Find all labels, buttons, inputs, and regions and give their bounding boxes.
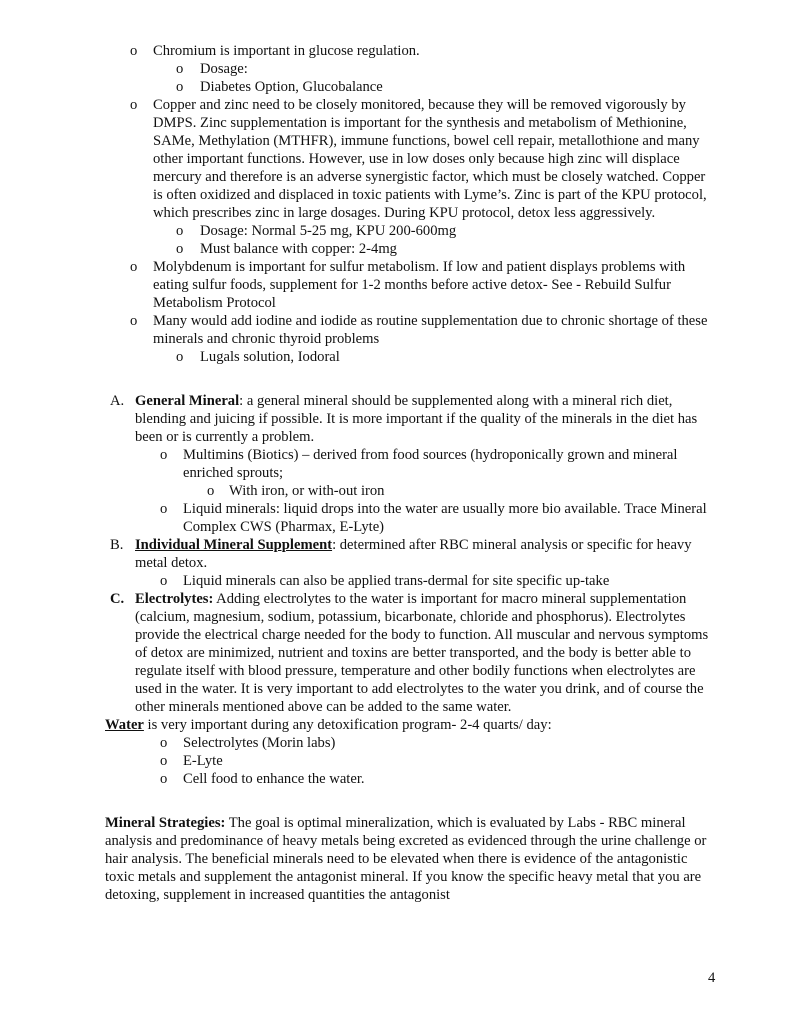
bullet-icon (160, 734, 167, 752)
bullet-icon (160, 752, 167, 770)
bullet-icon (176, 78, 183, 96)
bullet-icon (160, 770, 167, 788)
list-item: o Many would add iodine and iodide as routine supplementation due to chronic shortage of these minerals and chronic thyroid problems (0, 312, 800, 348)
list-item: o Chromium is important in glucose regulation. (0, 42, 800, 60)
list-item: o Dosage: (0, 60, 800, 78)
section-electrolytes (0, 590, 800, 716)
bullet-icon (176, 348, 183, 366)
list-item: o Liquid minerals can also be applied trans-dermal for site specific up-take (0, 572, 800, 590)
list-item: o Multimins (Biotics) – derived from food sources (hydroponically grown and mineral enriched sprouts; (0, 446, 800, 482)
list-item: o Must balance with copper: 2-4mg (0, 240, 800, 258)
top-bullet-list (0, 42, 800, 366)
section-text: Adding electrolytes to the water is important for macro mineral supplementation (calcium, magnesium, sodium, potassium, bicarbonate, chloride and phosphorus). Electrolytes provide the electrical charge needed for the body to function. All muscular and nervous symptoms of detox are minimized, nutrient and toxins are better transported, and the body is better able to regulate itself with blood pressure, temperature and other bodily functions when electrolytes are used in the water. It is very important to add electrolytes to the water you drink, and of course the other minerals mentioned above can be added to the same water. (135, 591, 709, 715)
list-item: o E-Lyte (0, 752, 800, 770)
bullet-icon (130, 96, 137, 114)
bullet-icon (160, 446, 167, 464)
bullet-icon (176, 222, 183, 240)
bullet-icon (130, 42, 137, 60)
bullet-icon (130, 258, 137, 276)
list-item: o Cell food to enhance the water. (0, 770, 800, 788)
list-item: o Molybdenum is important for sulfur metabolism. If low and patient displays problems with eating sulfur foods, supplement for 1-2 months before active detox- See - Rebuild Sulfur Metabolism Protocol (0, 258, 800, 312)
list-item: o Lugals solution, Iodoral (0, 348, 800, 366)
section-letter: B. (110, 537, 124, 553)
list-item: o Dosage: Normal 5-25 mg, KPU 200-600mg (0, 222, 800, 240)
spacer (0, 788, 800, 814)
section-individual-mineral (0, 536, 800, 572)
list-item: o With iron, or with-out iron (0, 482, 800, 500)
water-heading: Water (105, 717, 144, 733)
bullet-icon (176, 240, 183, 258)
bullet-icon (130, 312, 137, 330)
section-letter: C. (110, 591, 125, 607)
strategies-heading: Mineral Strategies: (105, 815, 226, 831)
water-paragraph (105, 716, 716, 734)
list-item: o Copper and zinc need to be closely monitored, because they will be removed vigorously by DMPS. Zinc supplementation is important for the synthesis and metabolism of Methionine, SAMe, Methylation (MTHFR), immune functions, bowel cell repair, metallothione and many other important functions. However, use in low doses only because high zinc will displace mercury and therefore is an adverse synergistic factor, which must be closely watched. Copper is often oxidized and displaced in toxic patients with Lyme’s. Zinc is part of the KPU protocol, which prescribes zinc in large dosages. During KPU protocol, detox less aggressively. (0, 96, 800, 222)
bullet-icon (176, 60, 183, 78)
document-page (0, 42, 800, 904)
list-item: o Diabetes Option, Glucobalance (0, 78, 800, 96)
strategies-paragraph (105, 814, 716, 904)
section-text: : determined after RBC mineral analysis or specific for heavy metal detox. (135, 537, 692, 571)
section-heading: General Mineral (135, 393, 240, 409)
spacer (0, 366, 800, 392)
section-heading: Electrolytes: (135, 591, 214, 607)
bullet-icon (160, 500, 167, 518)
water-text: is very important during any detoxification program- 2-4 quarts/ day: (143, 717, 552, 733)
list-item: o Selectrolytes (Morin labs) (0, 734, 800, 752)
section-general-mineral (0, 392, 800, 446)
section-text: : a general mineral should be supplemented along with a mineral rich diet, blending and juicing if possible. It is more important if the quality of the minerals in the diet has been or is currently a problem. (135, 393, 698, 445)
bullet-icon (160, 572, 167, 590)
list-item: o Liquid minerals: liquid drops into the water are usually more bio available. Trace Mineral Complex CWS (Pharmax, E-Lyte) (0, 500, 800, 536)
page-number: 4 (708, 970, 716, 986)
strategies-text: The goal is optimal mineralization, which is evaluated by Labs - RBC mineral analysis and predominance of heavy metals being excreted as evidenced through the urine challenge or hair analysis. The beneficial minerals need to be elevated when there is evidence of the antagonistic toxic metals and supplement the antagonist mineral. If you know the specific heavy metal that you are detoxing, supplement in increased quantities the antagonist (105, 815, 707, 903)
section-letter: A. (110, 393, 125, 409)
section-heading: Individual Mineral Supplement (135, 537, 333, 553)
bullet-icon (207, 482, 214, 500)
